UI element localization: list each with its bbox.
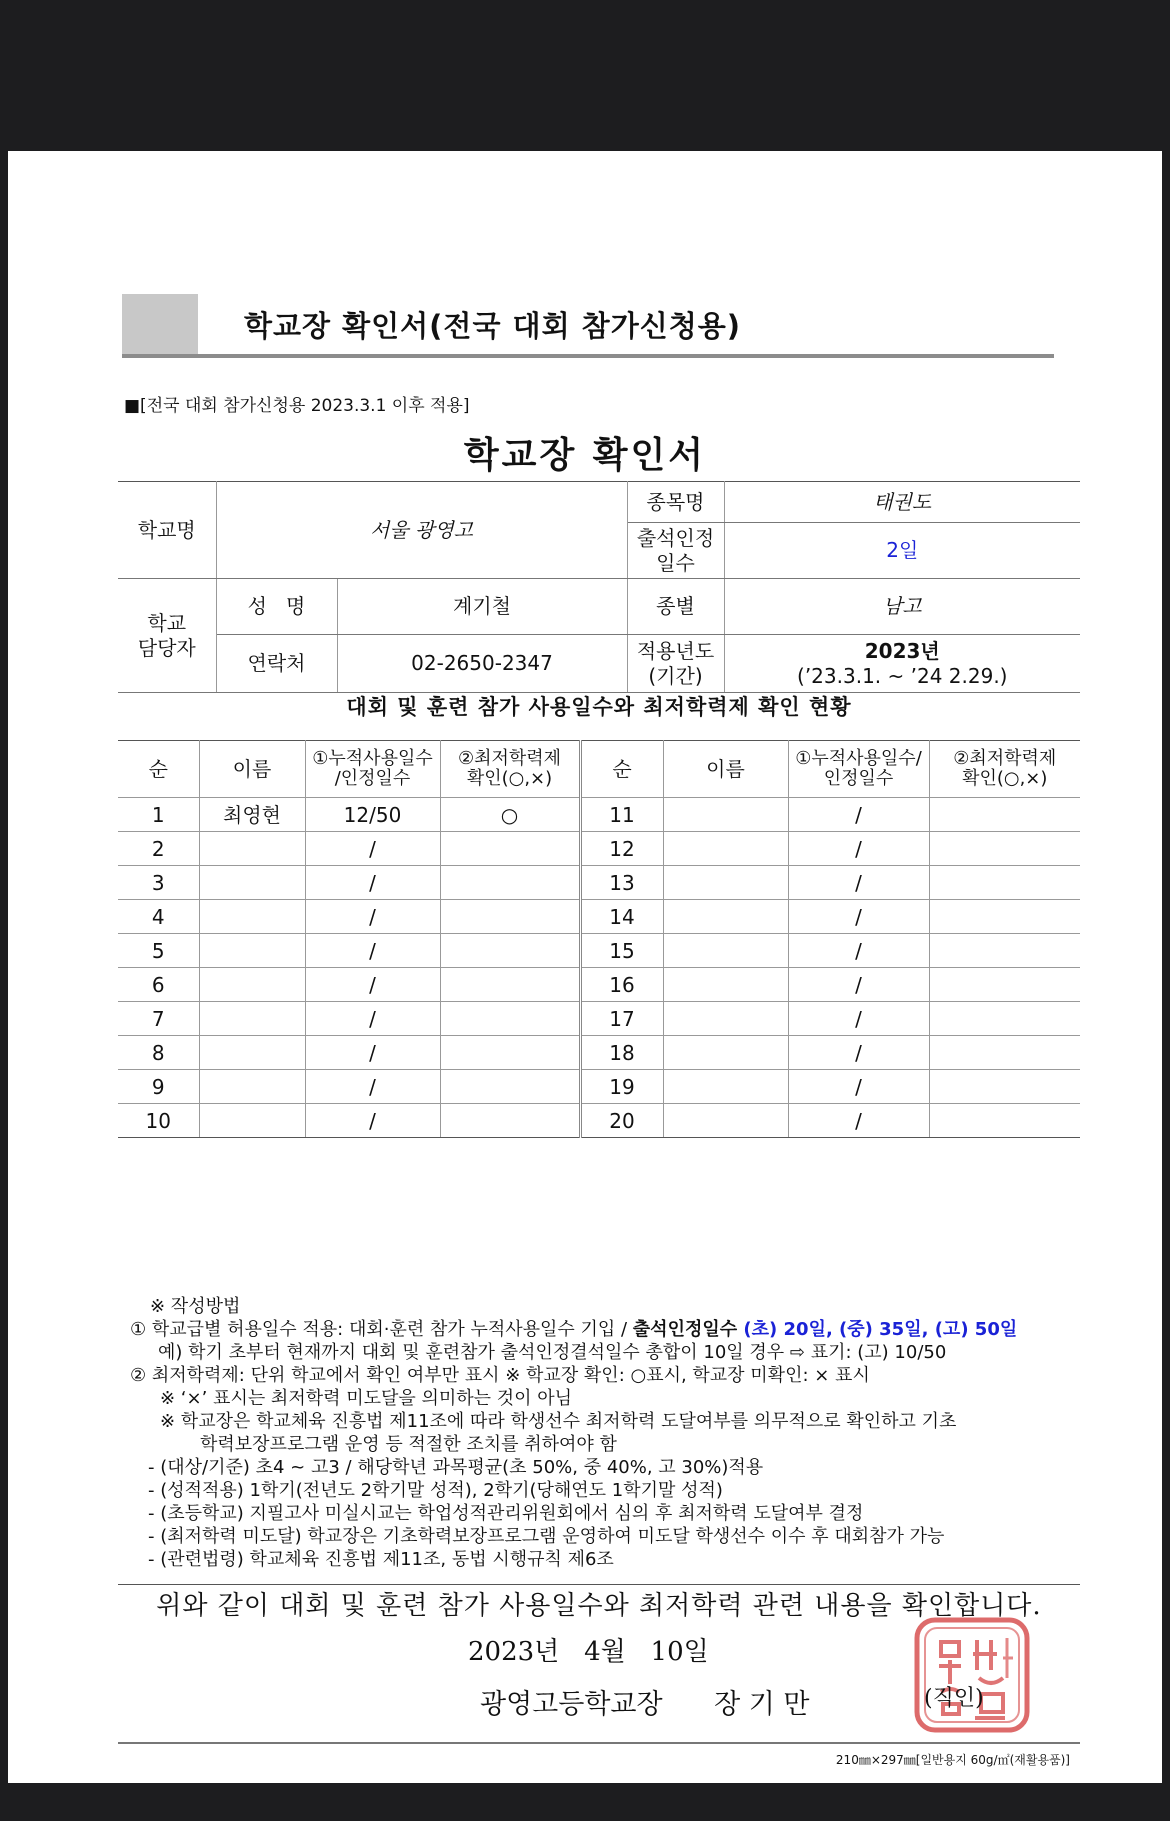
- note-1: [130, 1318, 1090, 1341]
- row-days-right: /: [788, 798, 929, 832]
- row-days: /: [305, 832, 440, 866]
- row-name: [199, 968, 305, 1002]
- period-label: 적용년도 (기간): [627, 635, 724, 693]
- row-check-right: [929, 934, 1080, 968]
- document-page: [8, 151, 1162, 1783]
- table-row: [118, 968, 1080, 1002]
- row-check-right: [929, 1070, 1080, 1104]
- detail-1: - (대상/기준) 초4 ~ 고3 / 해당학년 과목평균(초 50%, 중 40%, 고 30%)적용: [148, 1457, 764, 1478]
- row-check-right: [929, 832, 1080, 866]
- note-1-example: 예) 학기 초부터 현재까지 대회 및 훈련참가 출석인정결석일수 총합이 10일 경우 ⇨ 표기: (고) 10/50: [158, 1342, 947, 1363]
- row-name: [199, 1104, 305, 1138]
- section-title: 대회 및 훈련 참가 사용일수와 최저학력제 확인 현황: [346, 695, 852, 719]
- row-days: 12/50: [305, 798, 440, 832]
- table-row: [118, 934, 1080, 968]
- row-no-right: 18: [580, 1036, 663, 1070]
- manager-name-label: 성 명: [216, 579, 337, 635]
- row-days: /: [305, 1036, 440, 1070]
- usage-note: ■[전국 대회 참가신청용 2023.3.1 이후 적용]: [124, 396, 470, 416]
- row-days: /: [305, 968, 440, 1002]
- row-name-right: [663, 866, 788, 900]
- period-range: (’23.3.1. ~ ’24 2.29.): [797, 663, 1008, 688]
- contact-label: 연락처: [216, 635, 337, 693]
- event-value: 태권도: [724, 482, 1080, 523]
- row-days: /: [305, 866, 440, 900]
- header-name: 이름: [199, 741, 305, 798]
- table-row: [118, 1002, 1080, 1036]
- row-check-right: [929, 1036, 1080, 1070]
- manager-name-value: 계기철: [337, 579, 627, 635]
- row-name: [199, 1036, 305, 1070]
- table-row: [118, 798, 1080, 832]
- row-name-right: [663, 1070, 788, 1104]
- note-1-bold: 출석인정일수: [632, 1319, 744, 1340]
- gender-label: 종별: [627, 579, 724, 635]
- header-no-right: 순: [580, 741, 663, 798]
- period-year: 2023년: [864, 638, 940, 663]
- row-name-right: [663, 900, 788, 934]
- row-no: 8: [118, 1036, 199, 1070]
- row-name-right: [663, 832, 788, 866]
- row-name-right: [663, 1104, 788, 1138]
- note-2-b: ※ 학교장은 학교체육 진흥법 제11조에 따라 학생선수 최저학력 도달여부를 의무적으로 확인하고 기초: [160, 1411, 957, 1432]
- row-days-right: /: [788, 900, 929, 934]
- row-check: [440, 1002, 580, 1036]
- row-no-right: 14: [580, 900, 663, 934]
- footer-rule: [118, 1742, 1080, 1744]
- header-banner: [122, 294, 1054, 360]
- row-name: 최영현: [199, 798, 305, 832]
- row-days: /: [305, 934, 440, 968]
- banner-title: 학교장 확인서(전국 대회 참가신청용): [244, 309, 742, 343]
- row-check-right: [929, 968, 1080, 1002]
- row-check: [440, 832, 580, 866]
- row-no-right: 15: [580, 934, 663, 968]
- issue-date: 2023년 4월 10일: [468, 1637, 709, 1667]
- row-days-right: /: [788, 866, 929, 900]
- banner-rule: [122, 354, 1054, 358]
- row-no: 5: [118, 934, 199, 968]
- row-days: /: [305, 1104, 440, 1138]
- row-days-right: /: [788, 1104, 929, 1138]
- instructions-heading: ※ 작성방법: [150, 1296, 241, 1317]
- row-name-right: [663, 1036, 788, 1070]
- row-no-right: 20: [580, 1104, 663, 1138]
- school-name-value: 서울 광영고: [216, 482, 627, 579]
- row-no: 7: [118, 1002, 199, 1036]
- detail-2: - (성적적용) 1학기(전년도 2학기말 성적), 2학기(당해연도 1학기말 성적): [148, 1480, 723, 1501]
- info-table: [118, 481, 1080, 693]
- header-name-right: 이름: [663, 741, 788, 798]
- row-check-right: [929, 900, 1080, 934]
- row-check: [440, 1070, 580, 1104]
- detail-4: - (최저학력 미도달) 학교장은 기초학력보장프로그램 운영하여 미도달 학생선수 이수 후 대회참가 가능: [148, 1526, 945, 1547]
- row-no-right: 17: [580, 1002, 663, 1036]
- row-name: [199, 1002, 305, 1036]
- row-name: [199, 1070, 305, 1104]
- row-no: 1: [118, 798, 199, 832]
- attendance-value: 2일: [724, 523, 1080, 579]
- row-name-right: [663, 798, 788, 832]
- row-days: /: [305, 1070, 440, 1104]
- row-check-right: [929, 866, 1080, 900]
- table-row: [118, 1036, 1080, 1070]
- table-row: [118, 1070, 1080, 1104]
- row-check: [440, 934, 580, 968]
- official-seal-stamp: [911, 1614, 1033, 1736]
- row-check: [440, 866, 580, 900]
- row-no: 2: [118, 832, 199, 866]
- row-name: [199, 900, 305, 934]
- row-check: [440, 900, 580, 934]
- row-days: /: [305, 900, 440, 934]
- manager-label: 학교 담당자: [118, 579, 216, 693]
- header-days: ①누적사용일수 /인정일수: [305, 741, 440, 798]
- row-check-right: [929, 1002, 1080, 1036]
- note-2: ② 최저학력제: 단위 학교에서 확인 여부만 표시 ※ 학교장 확인: ○표시, 학교장 미확인: × 표시: [130, 1365, 870, 1386]
- roster-table: [118, 740, 1080, 1138]
- row-days-right: /: [788, 1036, 929, 1070]
- row-check: ○: [440, 798, 580, 832]
- principal-signature: 광영고등학교장 장 기 만: [480, 1689, 810, 1720]
- school-name-label: 학교명: [118, 482, 216, 579]
- instructions: [130, 1295, 1090, 1571]
- row-check: [440, 968, 580, 1002]
- row-days: /: [305, 1002, 440, 1036]
- row-no-right: 16: [580, 968, 663, 1002]
- row-days-right: /: [788, 1070, 929, 1104]
- contact-value: 02-2650-2347: [337, 635, 627, 693]
- row-days-right: /: [788, 968, 929, 1002]
- gender-value: 남고: [724, 579, 1080, 635]
- row-check-right: [929, 798, 1080, 832]
- note-1-limits: (초) 20일, (중) 35일, (고) 50일: [743, 1319, 1018, 1340]
- table-row: [118, 832, 1080, 866]
- detail-5: - (관련법령) 학교체육 진흥법 제11조, 동법 시행규칙 제6조: [148, 1549, 614, 1570]
- row-no-right: 11: [580, 798, 663, 832]
- seal-label: (직인): [924, 1686, 984, 1711]
- row-no-right: 13: [580, 866, 663, 900]
- detail-3: - (초등학교) 지필고사 미실시교는 학업성적관리위원회에서 심의 후 최저학력 도달여부 결정: [148, 1503, 864, 1524]
- period-value: [724, 635, 1080, 693]
- confirmation-statement: 위와 같이 대회 및 훈련 참가 사용일수와 최저학력 관련 내용을 확인합니다.: [156, 1591, 1042, 1621]
- note-1-text: ① 학교급별 허용일수 적용: 대회·훈련 참가 누적사용일수 기입 /: [130, 1319, 633, 1340]
- header-no: 순: [118, 741, 199, 798]
- row-name: [199, 934, 305, 968]
- row-days-right: /: [788, 1002, 929, 1036]
- row-no: 6: [118, 968, 199, 1002]
- row-no-right: 12: [580, 832, 663, 866]
- table-row: [118, 900, 1080, 934]
- paper-spec: 210㎜×297㎜[일반용지 60g/㎡(재활용품)]: [835, 1753, 1070, 1767]
- row-no: 3: [118, 866, 199, 900]
- banner-gray-block: [122, 294, 198, 354]
- row-days-right: /: [788, 934, 929, 968]
- row-name-right: [663, 934, 788, 968]
- row-name: [199, 832, 305, 866]
- attendance-label: 출석인정 일수: [627, 523, 724, 579]
- table-row: [118, 1104, 1080, 1138]
- row-no: 10: [118, 1104, 199, 1138]
- table-row: [118, 866, 1080, 900]
- row-check: [440, 1036, 580, 1070]
- event-label: 종목명: [627, 482, 724, 523]
- row-no: 9: [118, 1070, 199, 1104]
- page-title: 학교장 확인서: [463, 435, 707, 476]
- row-check-right: [929, 1104, 1080, 1138]
- row-check: [440, 1104, 580, 1138]
- note-2-a: ※ ‘×’ 표시는 최저학력 미도달을 의미하는 것이 아님: [160, 1388, 573, 1409]
- row-no-right: 19: [580, 1070, 663, 1104]
- row-name-right: [663, 968, 788, 1002]
- row-name-right: [663, 1002, 788, 1036]
- note-2-b-cont: 학력보장프로그램 운영 등 적절한 조치를 취하여야 함: [200, 1434, 617, 1455]
- row-days-right: /: [788, 832, 929, 866]
- header-check: ②최저학력제 확인(○,×): [440, 741, 580, 798]
- row-name: [199, 866, 305, 900]
- row-no: 4: [118, 900, 199, 934]
- header-days-right: ①누적사용일수/ 인정일수: [788, 741, 929, 798]
- header-check-right: ②최저학력제 확인(○,×): [929, 741, 1080, 798]
